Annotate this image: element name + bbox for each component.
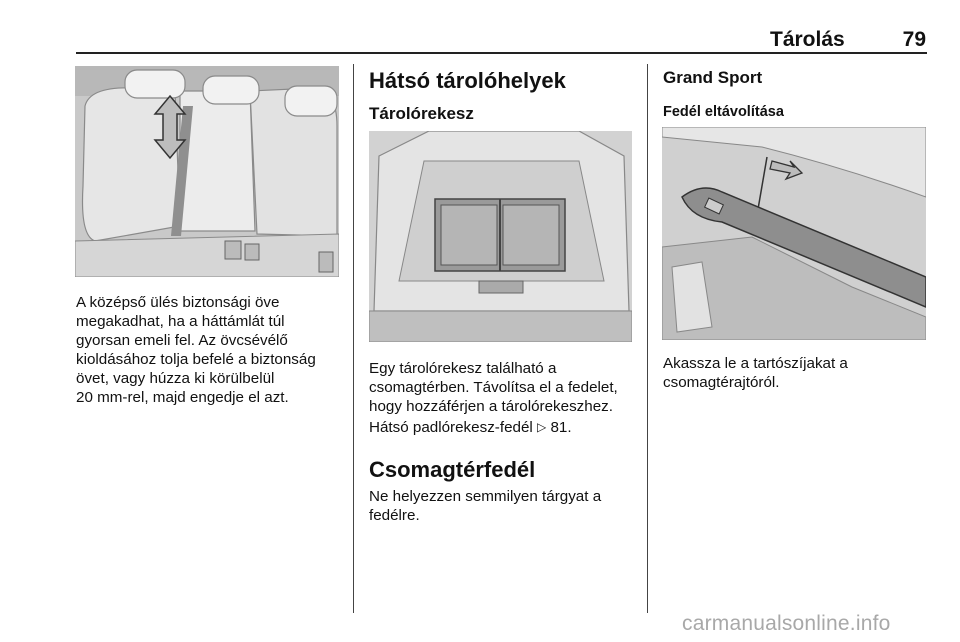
page-header-title: Tárolás	[770, 28, 845, 51]
text-line: megakadhat, ha a háttámlát túl	[76, 313, 285, 330]
text-line: gyorsan emeli fel. Az övcsévélő	[76, 332, 288, 349]
cover-removal-paragraph	[663, 354, 925, 392]
cross-reference	[369, 418, 645, 437]
watermark: carmanualsonline.info	[682, 612, 891, 635]
text-line: fedélre.	[369, 507, 420, 524]
text-line: Akassza le a tartószíjakat a	[663, 355, 848, 372]
reference-page: 81.	[550, 419, 572, 436]
subsection-heading: Fedél eltávolítása	[663, 104, 784, 120]
text-line: 20 mm-rel, majd engedje el azt.	[76, 389, 289, 406]
text-line: A középső ülés biztonsági öve	[76, 294, 280, 311]
text-line: kioldásához tolja befelé a biztonság	[76, 351, 316, 368]
text-line: hogy hozzáférjen a tárolórekeszhez.	[369, 398, 613, 415]
page-number: 79	[902, 28, 926, 51]
column-divider	[353, 64, 354, 613]
triangle-right-icon: ▷	[537, 420, 547, 434]
trunk-storage-illustration	[369, 131, 632, 342]
section-heading: Hátsó tárolóhelyek	[369, 68, 566, 93]
text-line: csomagtérben. Távolítsa el a fedelet,	[369, 379, 618, 396]
text-line: Egy tárolórekesz található a	[369, 360, 557, 377]
subsection-heading: Tárolórekesz	[369, 104, 474, 123]
text-line: csomagtérajtóról.	[663, 374, 780, 391]
cargo-cover-paragraph	[369, 487, 645, 525]
cover-removal-illustration	[662, 127, 926, 340]
column-divider	[647, 64, 648, 613]
reference-text: Hátsó padlórekesz-fedél	[369, 419, 533, 436]
text-line: Ne helyezzen semmilyen tárgyat a	[369, 488, 602, 505]
model-heading: Grand Sport	[663, 68, 763, 87]
rear-seat-belt-illustration	[75, 66, 339, 277]
text-line: övet, vagy húzza ki körülbelül	[76, 370, 275, 387]
header-rule	[76, 52, 927, 54]
section-heading-cargo-cover: Csomagtérfedél	[369, 457, 536, 482]
storage-paragraph	[369, 359, 645, 416]
seat-belt-paragraph	[76, 293, 348, 407]
